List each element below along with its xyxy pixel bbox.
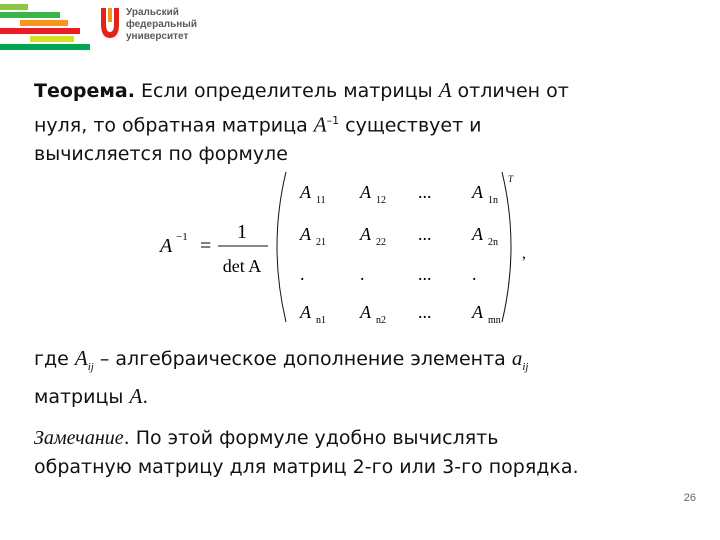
right-parenthesis xyxy=(502,172,511,322)
theorem-text-1: Если определитель матрицы xyxy=(141,80,439,102)
matrix-symbol: A xyxy=(438,78,452,102)
remark-text-2: обратную матрицу для матриц 2-го или 3-го порядка. xyxy=(34,456,579,478)
stripe-5 xyxy=(30,36,74,42)
university-name: Уральский федеральный университет xyxy=(126,7,197,42)
matrix-cells xyxy=(299,182,501,326)
formula-equals: = xyxy=(200,235,212,257)
matrix-entry: . xyxy=(472,264,477,284)
definition-text-2: матрицы xyxy=(34,385,130,408)
fraction-numerator: 1 xyxy=(237,221,247,243)
matrix-entry: A xyxy=(300,182,311,202)
matrix-entry-index: n1 xyxy=(316,315,326,326)
matrix-entry: A xyxy=(360,302,371,322)
definition-period: . xyxy=(142,385,149,408)
inverse-matrix-formula xyxy=(150,168,570,328)
fraction-denominator: det A xyxy=(222,256,262,276)
matrix-entry-index: 12 xyxy=(376,195,386,206)
left-parenthesis xyxy=(277,172,286,322)
remark-paragraph xyxy=(34,424,694,482)
matrix-entry: ... xyxy=(418,302,432,322)
matrix-entry: A xyxy=(300,302,311,322)
matrix-entry-index: 1n xyxy=(488,195,498,206)
matrix-entry: ... xyxy=(418,264,432,284)
matrix-entry: ... xyxy=(418,182,432,202)
formula-comma: , xyxy=(522,245,526,262)
matrix-entry: A xyxy=(472,224,483,244)
matrix-symbol-2: A xyxy=(129,383,143,408)
stripe-2 xyxy=(0,12,60,18)
element-index: ij xyxy=(522,360,529,373)
element-symbol: a xyxy=(511,346,523,370)
formula-lhs: A xyxy=(160,235,173,257)
matrix-entry-index: 22 xyxy=(376,237,386,248)
matrix-entry: A xyxy=(360,182,371,202)
remark-label: Замечание xyxy=(34,427,124,449)
where-text: где xyxy=(34,348,75,370)
dash: – xyxy=(93,348,116,370)
stripe-1 xyxy=(0,4,28,10)
matrix-entry: A xyxy=(472,302,483,322)
cofactor-index: ij xyxy=(87,360,94,373)
matrix-entry: A xyxy=(472,182,483,202)
matrix-entry: A xyxy=(360,224,371,244)
matrix-entry: . xyxy=(360,264,365,284)
cofactor-symbol: A xyxy=(74,346,88,370)
stripe-3 xyxy=(20,20,68,26)
matrix-entry-index: n2 xyxy=(376,315,386,326)
urfu-logo-icon xyxy=(98,6,122,42)
matrix-entry-index: mn xyxy=(488,315,501,326)
university-logo xyxy=(98,6,268,46)
matrix-entry: . xyxy=(300,264,305,284)
inverse-symbol: A xyxy=(313,112,327,137)
transpose-mark: T xyxy=(508,174,514,184)
brand-stripes xyxy=(0,0,110,52)
theorem-paragraph xyxy=(34,76,694,169)
matrix-entry: ... xyxy=(418,224,432,244)
definition-paragraph xyxy=(34,344,694,412)
theorem-text-3: вычисляется по формуле xyxy=(34,143,288,166)
definition-text: алгебраическое дополнение элемента xyxy=(115,348,512,370)
matrix-entry-index: 11 xyxy=(316,195,326,206)
stripe-6 xyxy=(0,44,90,50)
matrix-entry-index: 21 xyxy=(316,237,326,248)
theorem-label: Теорема. xyxy=(34,80,135,102)
inverse-exponent: –1 xyxy=(326,114,340,127)
matrix-entry-index: 2n xyxy=(488,237,498,248)
stripe-4 xyxy=(0,28,80,34)
formula-lhs-exponent: −1 xyxy=(176,231,188,243)
theorem-text-2: нуля, то обратная матрица xyxy=(34,114,314,137)
matrix-entry: A xyxy=(300,224,311,244)
remark-text-1: . По этой формуле удобно вычислять xyxy=(123,427,499,449)
theorem-text-1-end: отличен от xyxy=(451,80,569,102)
page-number: 26 xyxy=(683,492,696,504)
theorem-text-2-end: существует и xyxy=(339,114,482,137)
